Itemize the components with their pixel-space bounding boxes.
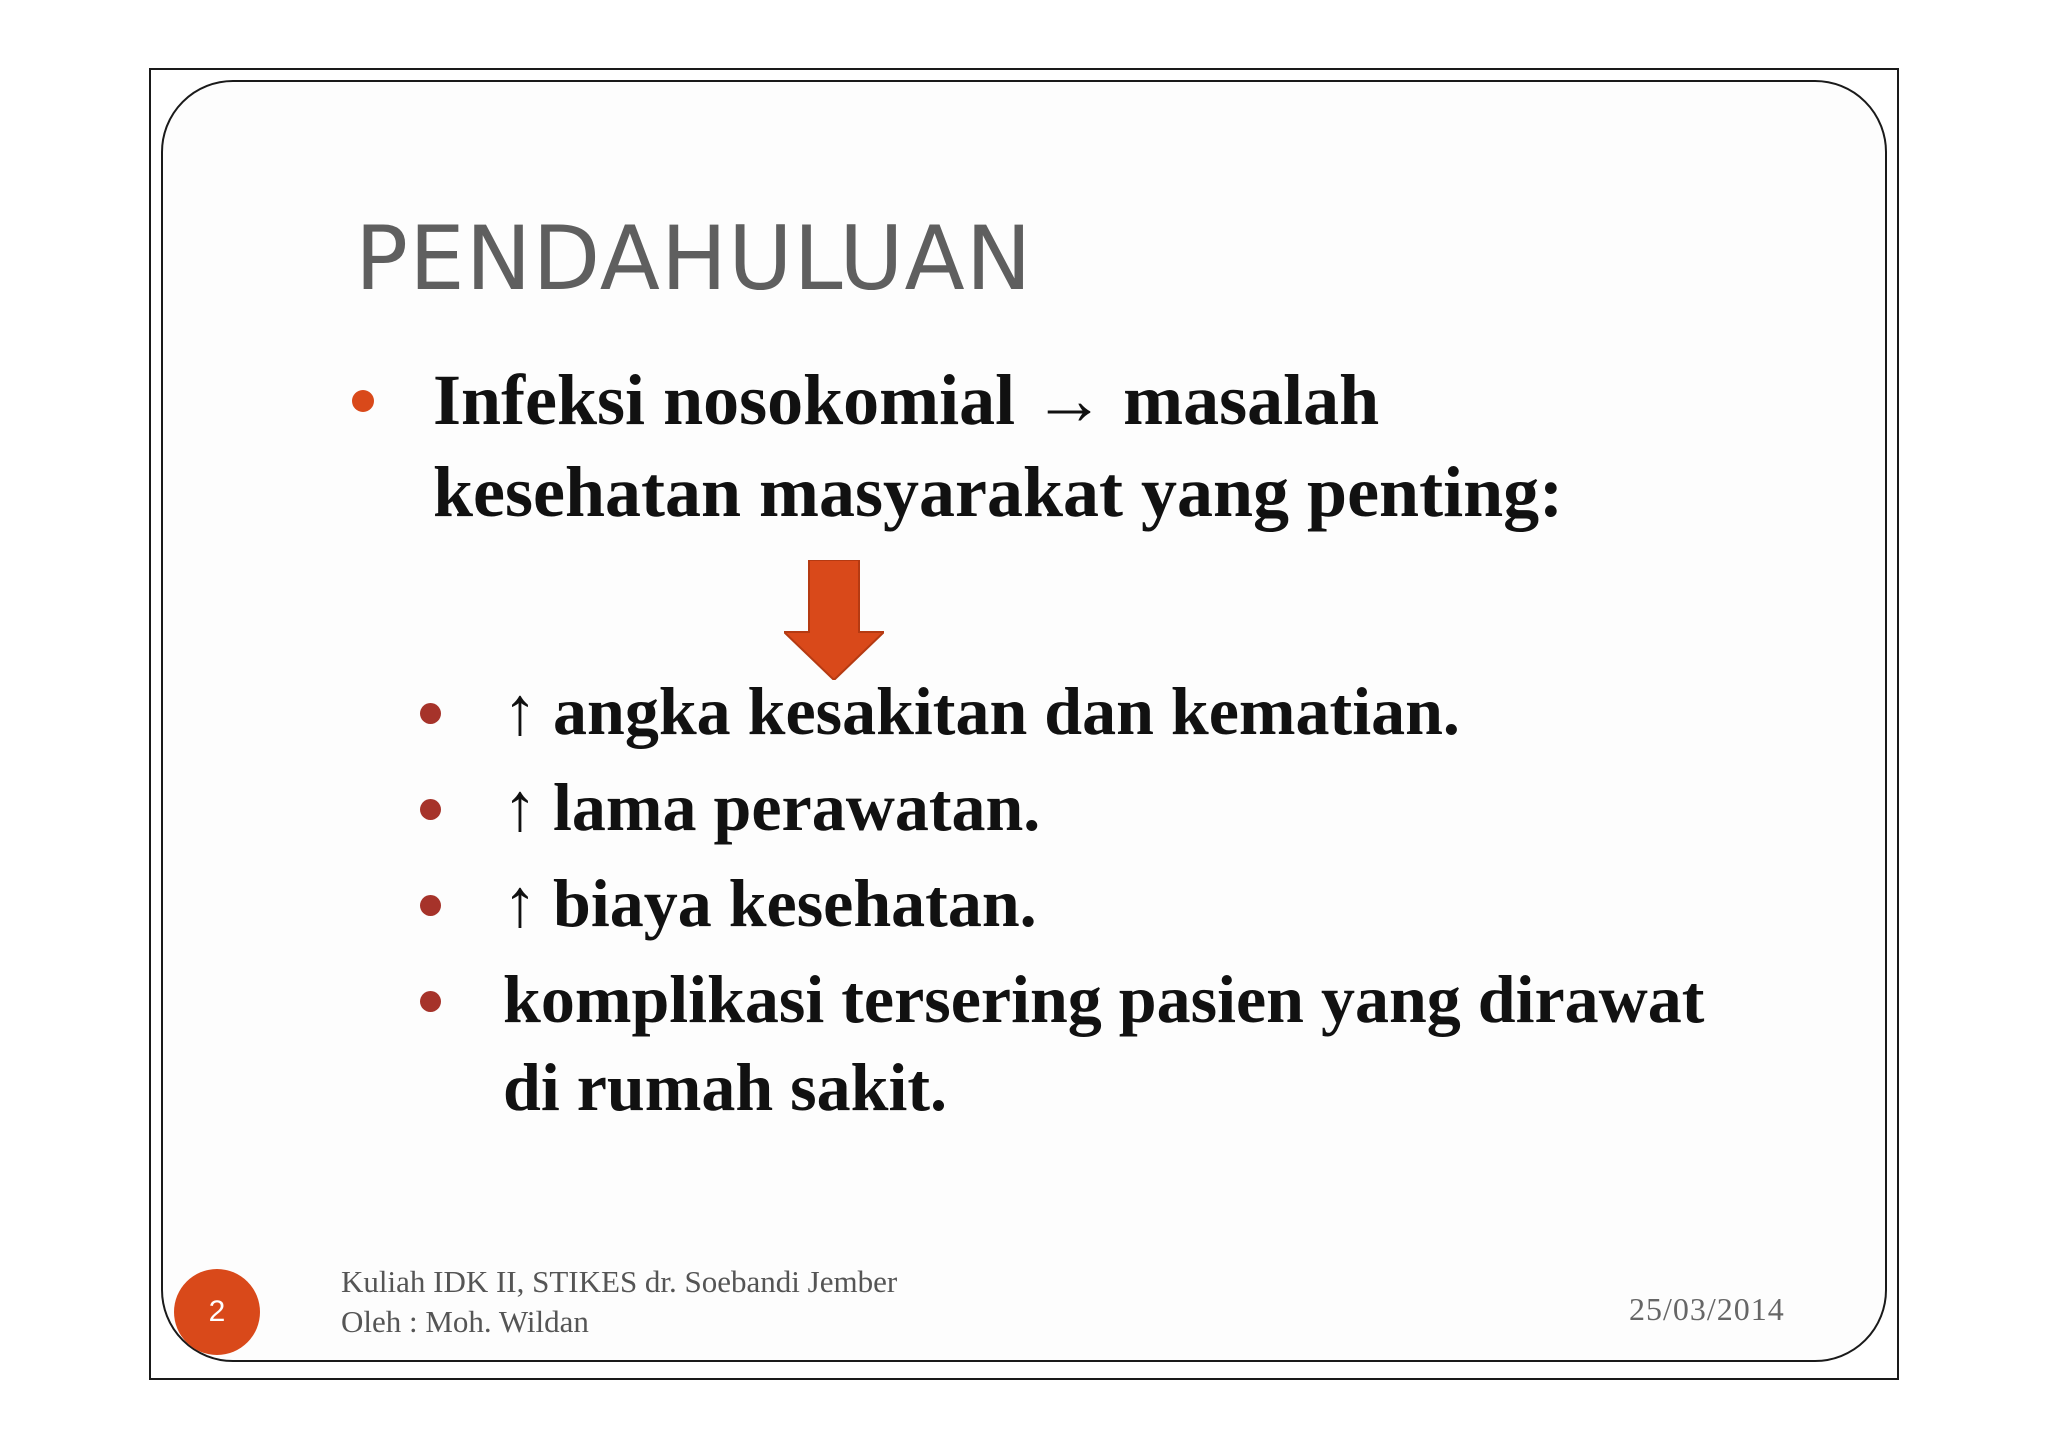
slide-frame	[149, 68, 1899, 1380]
list-item	[420, 667, 1710, 755]
main-point-text: Infeksi nosokomial → masalah kesehatan masyarakat yang penting:	[433, 360, 1564, 532]
sub-point-text: biaya kesehatan.	[553, 865, 1037, 941]
page-number: 2	[174, 1269, 260, 1355]
footer-course: Kuliah IDK II, STIKES dr. Soebandi Jember	[341, 1264, 898, 1299]
sub-bullet-icon	[420, 991, 441, 1012]
sub-bullet-icon	[420, 703, 441, 724]
sub-point-text: angka kesakitan dan kematian.	[553, 673, 1460, 749]
sub-bullet-icon	[420, 799, 441, 820]
footer-date: 25/03/2014	[1629, 1291, 1785, 1327]
up-arrow-icon: ↑	[503, 673, 537, 749]
main-bullet-icon	[352, 390, 374, 412]
up-arrow-icon: ↑	[503, 865, 537, 941]
sub-point-text: komplikasi tersering pasien yang dirawat di rumah sakit.	[503, 961, 1705, 1125]
down-arrow-icon	[784, 560, 884, 680]
up-arrow-icon: ↑	[503, 769, 537, 845]
list-item	[420, 763, 1710, 851]
sub-bullet-icon	[420, 895, 441, 916]
list-item	[420, 859, 1710, 947]
list-item	[420, 955, 1710, 1131]
sub-point-list	[420, 667, 1710, 1139]
footer-credits	[341, 1262, 897, 1342]
slide-content-area	[161, 80, 1887, 1362]
footer-author: Oleh : Moh. Wildan	[341, 1304, 589, 1339]
slide-title: PENDAHULUAN	[355, 207, 1033, 310]
sub-point-text: lama perawatan.	[553, 769, 1041, 845]
